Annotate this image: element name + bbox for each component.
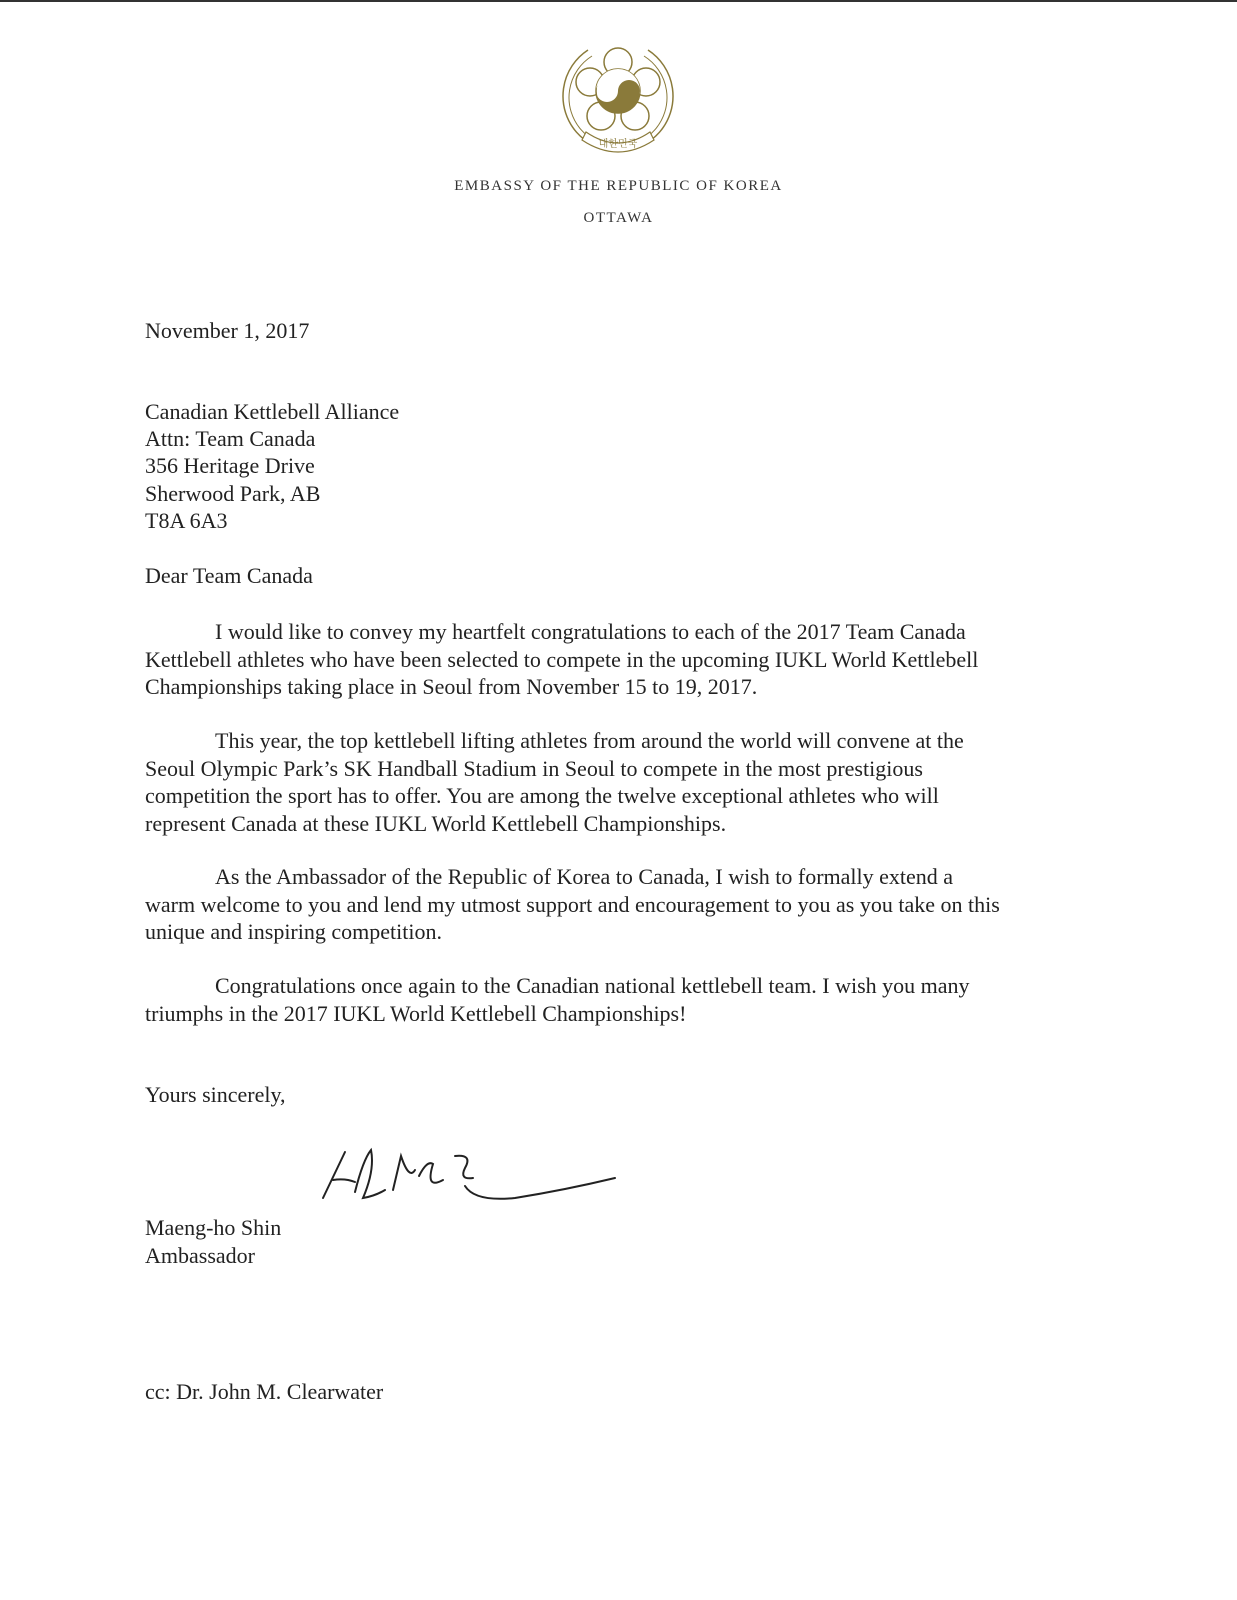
body-paragraph-4 bbox=[145, 972, 970, 1027]
body-paragraph-2 bbox=[145, 727, 964, 837]
paragraph-line: unique and inspiring competition. bbox=[145, 919, 442, 944]
paragraph-line: This year, the top kettlebell lifting athletes from around the world will convene at the bbox=[215, 728, 964, 753]
recipient-line: 356 Heritage Drive bbox=[145, 453, 315, 478]
paragraph-line: Seoul Olympic Park’s SK Handball Stadium in Seoul to compete in the most prestigious bbox=[145, 755, 923, 781]
closing: Yours sincerely, bbox=[145, 1082, 286, 1107]
recipient-line: T8A 6A3 bbox=[145, 508, 228, 533]
embassy-title: EMBASSY OF THE REPUBLIC OF KOREA bbox=[454, 178, 783, 194]
signatory-name: Maeng-ho Shin bbox=[145, 1215, 282, 1240]
recipient-line: Sherwood Park, AB bbox=[145, 481, 321, 506]
paragraph-line: represent Canada at these IUKL World Kettlebell Championships. bbox=[145, 810, 727, 836]
embassy-seal-logo bbox=[558, 36, 678, 156]
page-top-edge bbox=[0, 0, 1237, 2]
letter-date: November 1, 2017 bbox=[145, 318, 310, 343]
embassy-city: OTTAWA bbox=[583, 210, 654, 226]
paragraph-line: Congratulations once again to the Canadian national kettlebell team. I wish you many bbox=[215, 973, 970, 998]
signatory-title: Ambassador bbox=[145, 1243, 255, 1268]
salutation: Dear Team Canada bbox=[145, 563, 313, 588]
paragraph-line: competition the sport has to offer. You are among the twelve exceptional athletes who will bbox=[145, 783, 939, 808]
body-paragraph-1 bbox=[145, 618, 978, 701]
seal-text: 대한민국 bbox=[598, 139, 638, 150]
paragraph-line: As the Ambassador of the Republic of Korea to Canada, I wish to formally extend a bbox=[215, 864, 954, 889]
recipient-line: Canadian Kettlebell Alliance bbox=[145, 399, 400, 424]
paragraph-line: warm welcome to you and lend my utmost support and encouragement to you as you take on this bbox=[145, 891, 1000, 917]
recipient-line: Attn: Team Canada bbox=[145, 426, 316, 451]
cc-line: cc: Dr. John M. Clearwater bbox=[145, 1379, 384, 1404]
body-paragraph-3 bbox=[145, 863, 1000, 946]
paragraph-line: I would like to convey my heartfelt congratulations to each of the 2017 Team Canada bbox=[215, 619, 966, 644]
handwritten-signature bbox=[315, 1140, 625, 1210]
paragraph-line: Kettlebell athletes who have been selected to compete in the upcoming IUKL World Kettlebell bbox=[145, 646, 979, 672]
paragraph-line: Championships taking place in Seoul from November 15 to 19, 2017. bbox=[145, 674, 758, 699]
paragraph-line: triumphs in the 2017 IUKL World Kettlebell Championships! bbox=[145, 1000, 687, 1026]
